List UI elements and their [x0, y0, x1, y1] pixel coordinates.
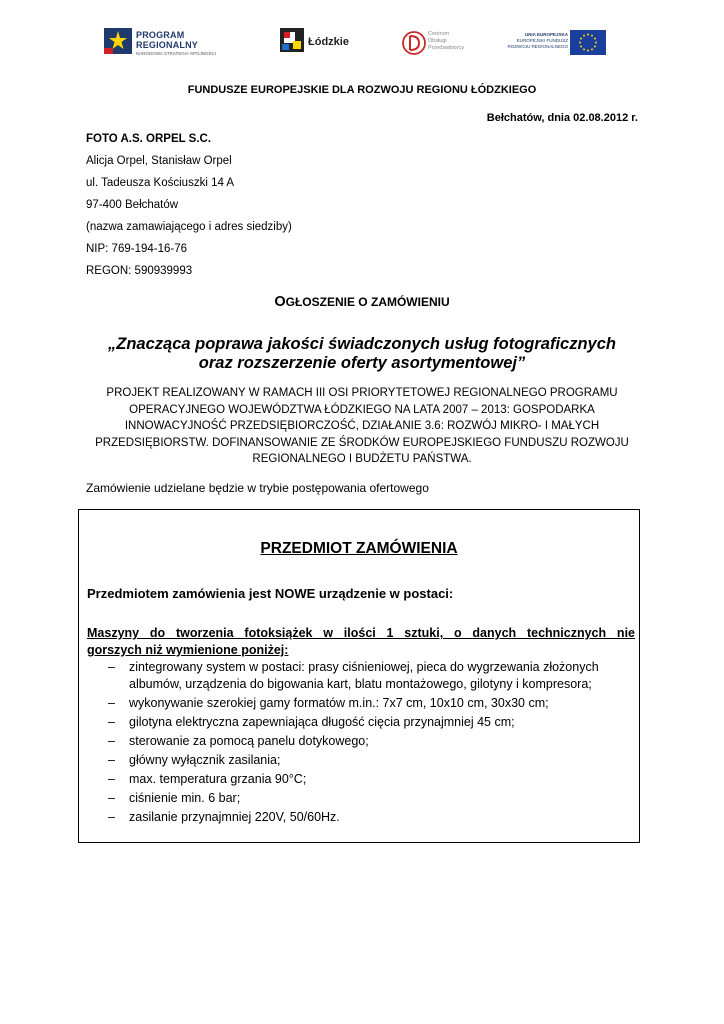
- program-line2: REGIONALNY: [136, 40, 199, 50]
- spec-text: główny wyłącznik zasilania;: [129, 753, 281, 767]
- project-title-line2: oraz rozszerzenie oferty asortymentowej”: [198, 354, 526, 372]
- spec-text: sterowanie za pomocą panelu dotykowego;: [129, 734, 369, 748]
- date-line: Bełchatów, dnia 02.08.2012 r.: [486, 112, 638, 124]
- order-subject-box: [78, 509, 640, 843]
- program-line3: NARODOWA STRATEGIA SPÓJNOŚCI: [136, 51, 217, 56]
- program-regionalny-logo: [104, 22, 236, 66]
- centrum-obslugi-logo: [402, 22, 482, 66]
- dash-bullet: –: [108, 810, 115, 824]
- project-title-line1: „Znacząca poprawa jakości świadczonych usług fotograficznych: [108, 335, 616, 353]
- centrum-mark-icon: [402, 30, 426, 56]
- centrum-line1: Centrum: [428, 31, 450, 37]
- client-nip: NIP: 769-194-16-76: [86, 243, 188, 255]
- spec-text: gilotyna elektryczna zapewniająca długość cięcia przynajmniej 45 cm;: [129, 715, 515, 729]
- lodzkie-name: Łódzkie: [308, 36, 349, 48]
- eu-logo: [506, 22, 610, 66]
- spec-text: zasilanie przynajmniej 220V, 50/60Hz.: [129, 810, 340, 824]
- spec-item: [87, 733, 633, 750]
- order-subject-title: PRZEDMIOT ZAMÓWIENIA: [260, 540, 458, 557]
- project-description: PROJEKT REALIZOWANY W RAMACH III OSI PRIORYTETOWEJ REGIONALNEGO PROGRAMU OPERACYJNEGO WOJEWÓDZTWA ŁÓDZKIEGO NA LATA 2007 – 2013: GOSPODARKA INNOWACYJNOŚĆ PRZEDSIĘBIORCZOŚĆ, DZIAŁANIE 3.6: ROZWÓJ MIKRO- I MAŁYCH PRZEDSIĘBIORSTW. DOFINANSOWANIE ZE ŚRODKÓW EUROPEJSKIEGO FUNDUSZU ROZWOJU REGIONALNEGO I BUDŻETU PAŃSTWA.: [95, 387, 629, 465]
- client-note: (nazwa zamawiającego i adres siedziby): [86, 221, 292, 233]
- program-regionalny-mark-icon: [104, 28, 132, 54]
- order-requirement: [87, 625, 635, 659]
- fund-heading: FUNDUSZE EUROPEJSKIE DLA ROZWOJU REGIONU ŁÓDZKIEGO: [187, 84, 537, 96]
- program-line1: PROGRAM: [136, 30, 185, 40]
- spec-text: ciśnienie min. 6 bar;: [129, 791, 241, 805]
- client-street: ul. Tadeusza Kościuszki 14 A: [86, 177, 235, 189]
- centrum-line3: Przedsiębiorcy: [428, 45, 465, 51]
- eu-line2: EUROPEJSKI FUNDUSZ: [516, 38, 568, 43]
- spec-list: [87, 659, 633, 828]
- spec-item: [87, 659, 633, 693]
- lodzkie-logo: [280, 22, 360, 66]
- eu-line1: UNIA EUROPEJSKA: [524, 32, 568, 37]
- announcement-heading: [0, 294, 724, 310]
- announcement-rest-1: GŁOSZENIE O: [285, 295, 371, 309]
- eu-line3: ROZWOJU REGIONALNEGO: [507, 44, 568, 49]
- spec-text: max. temperatura grzania 90°C;: [129, 772, 307, 786]
- centrum-line2: Obsługi: [428, 38, 447, 44]
- project-title: [0, 335, 724, 373]
- spec-item: [87, 714, 633, 731]
- order-requirement-line1: Maszyny do tworzenia fotoksiążek w ilości 1 sztuki, o danych technicznych nie: [87, 626, 635, 640]
- procedure-text: Zamówienie udzielane będzie w trybie postępowania ofertowego: [86, 481, 429, 495]
- spec-item: [87, 771, 633, 788]
- spec-item: [87, 809, 633, 826]
- dash-bullet: –: [108, 660, 115, 674]
- lodzkie-mark-icon: [280, 28, 304, 52]
- spec-text: wykonywanie szerokiej gamy formatów m.in.: 7x7 cm, 10x10 cm, 30x30 cm;: [129, 696, 549, 710]
- dash-bullet: –: [108, 696, 115, 710]
- eu-flag-icon: [570, 30, 606, 55]
- announcement-rest-2: AMÓWIENIU: [378, 295, 450, 309]
- logo-bar: [0, 22, 724, 70]
- order-subject-intro: Przedmiotem zamówienia jest NOWE urządzenie w postaci:: [87, 586, 454, 601]
- dash-bullet: –: [108, 753, 115, 767]
- spec-item: [87, 790, 633, 807]
- client-name: FOTO A.S. ORPEL S.C.: [86, 133, 212, 145]
- client-regon: REGON: 590939993: [86, 265, 193, 277]
- announcement-initial-1: O: [274, 294, 286, 310]
- dash-bullet: –: [108, 734, 115, 748]
- announcement-initial-2: Z: [370, 295, 379, 309]
- spec-item: [87, 695, 633, 712]
- dash-bullet: –: [108, 715, 115, 729]
- order-requirement-line2: gorszych niż wymienione poniżej:: [87, 643, 289, 657]
- client-owners: Alicja Orpel, Stanisław Orpel: [86, 155, 232, 167]
- spec-text: zintegrowany system w postaci: prasy ciśnieniowej, pieca do wygrzewania złożonych albumów, urządzenia do bigowania kart, blatu montażowego, gilotyny i kompresora;: [129, 660, 599, 691]
- client-city: 97-400 Bełchatów: [86, 199, 179, 211]
- dash-bullet: –: [108, 791, 115, 805]
- dash-bullet: –: [108, 772, 115, 786]
- spec-item: [87, 752, 633, 769]
